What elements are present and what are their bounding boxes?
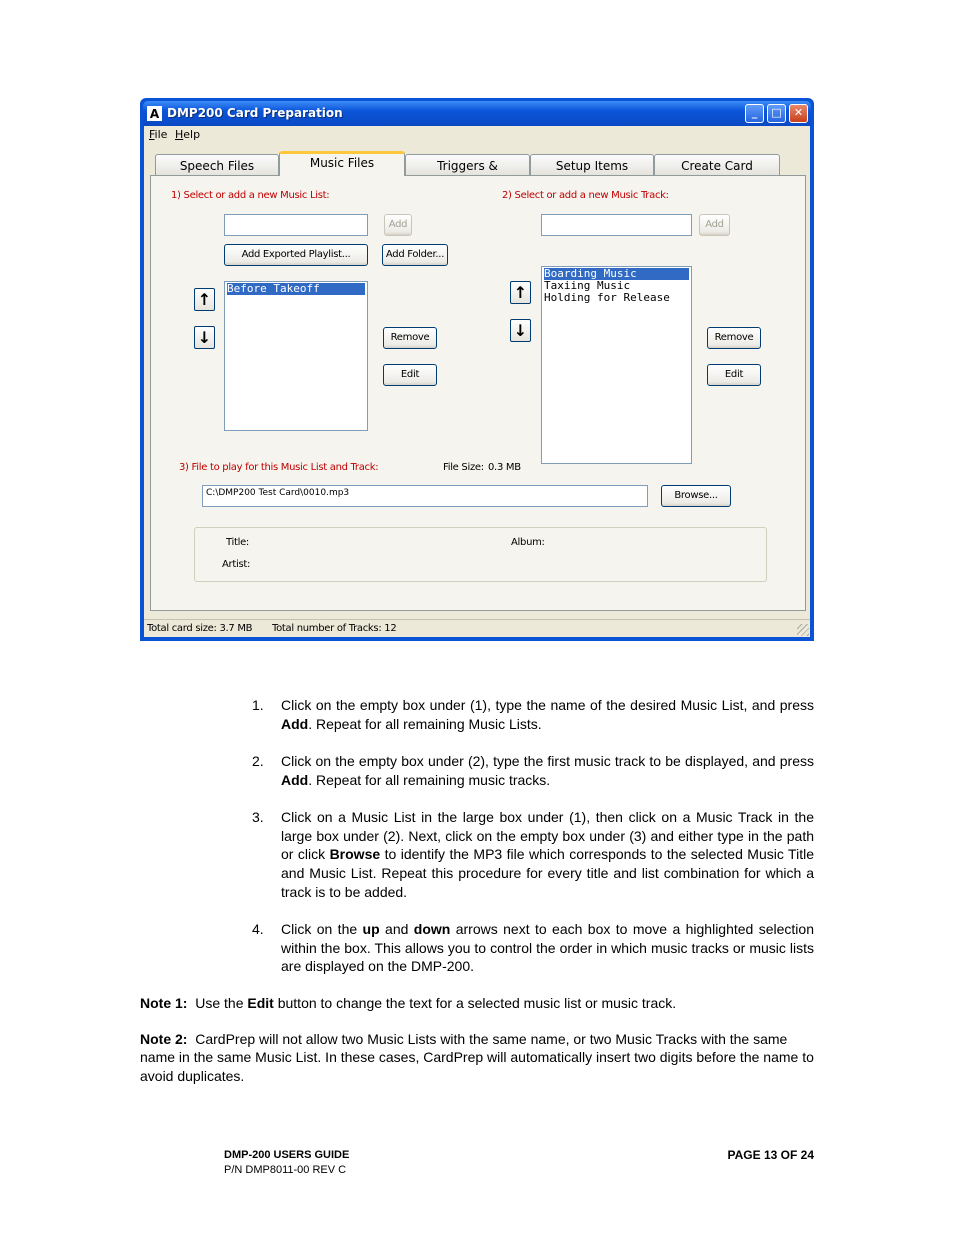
music-list-remove-button[interactable]: Remove bbox=[383, 327, 437, 349]
app-window bbox=[140, 98, 814, 641]
list-item[interactable]: Holding for Release bbox=[544, 291, 670, 304]
list-item[interactable]: Taxiing Music bbox=[544, 279, 631, 292]
tag-info-group bbox=[194, 527, 767, 582]
minimize-button[interactable]: _ bbox=[745, 104, 764, 123]
bold-run: down bbox=[413, 921, 451, 937]
menu-help[interactable] bbox=[175, 128, 200, 141]
music-track-down-button[interactable] bbox=[510, 319, 531, 342]
music-list-listbox[interactable] bbox=[224, 281, 368, 431]
bold-run: Edit bbox=[247, 995, 274, 1011]
text-run: . Repeat for all remaining music tracks. bbox=[308, 771, 551, 788]
music-track-edit-button[interactable]: Edit bbox=[707, 364, 761, 386]
resize-grip-icon[interactable] bbox=[797, 624, 809, 636]
music-track-add-button[interactable]: Add bbox=[699, 214, 730, 236]
note-1 bbox=[140, 994, 814, 1012]
menu-file[interactable] bbox=[149, 128, 167, 141]
window-client bbox=[144, 126, 810, 637]
tab-speech-files[interactable]: Speech Files bbox=[155, 154, 279, 175]
arrow-up-icon: ↑ bbox=[197, 290, 212, 309]
file-size-value: 0.3 MB bbox=[488, 462, 521, 473]
music-list-label: 1) Select or add a new Music List: bbox=[171, 190, 330, 201]
step-text bbox=[281, 920, 814, 976]
music-list-add-button[interactable]: Add bbox=[384, 214, 412, 236]
window-title: DMP200 Card Preparation bbox=[167, 106, 343, 120]
status-bar bbox=[144, 619, 810, 637]
text-run: . Repeat for all remaining Music Lists. bbox=[308, 715, 542, 732]
music-track-label: 2) Select or add a new Music Track: bbox=[502, 190, 669, 201]
arrow-down-icon: ↓ bbox=[513, 321, 528, 340]
note-2 bbox=[140, 1030, 814, 1085]
list-item[interactable]: Boarding Music bbox=[544, 268, 689, 280]
music-list-edit-button[interactable]: Edit bbox=[383, 364, 437, 386]
tab-setup-items[interactable]: Setup Items bbox=[530, 154, 654, 175]
text-run: Use the bbox=[195, 995, 248, 1011]
bold-run: Add bbox=[281, 771, 309, 788]
tab-triggers-attributes[interactable]: Triggers & bbox=[405, 154, 530, 175]
instruction-step-1 bbox=[252, 696, 814, 734]
add-folder-button[interactable]: Add Folder... bbox=[382, 244, 448, 266]
tab-music-files[interactable]: Music Files bbox=[279, 151, 405, 176]
bold-run: Add bbox=[281, 715, 309, 732]
bold-run: Browse bbox=[329, 846, 381, 863]
album-field-label: Album: bbox=[511, 537, 545, 548]
menu-bar bbox=[144, 126, 810, 144]
step-number: 4. bbox=[252, 921, 264, 937]
text-run: button to change the text for a selected music list or music track. bbox=[273, 995, 677, 1011]
footer-part-number: P/N DMP8011-00 REV C bbox=[224, 1164, 347, 1176]
text-run: to identify the MP3 file which corresponds to the selected Music Title and Music List. Repeat this procedure for every title and list combination for which a track is to be added. bbox=[281, 846, 814, 900]
tab-create-card[interactable]: Create Card bbox=[654, 154, 780, 175]
status-track-count: Total number of Tracks: 12 bbox=[272, 623, 397, 634]
note-label: Note 2: bbox=[140, 1031, 188, 1047]
step-text bbox=[281, 808, 814, 902]
step-text bbox=[281, 696, 814, 733]
step-number: 1. bbox=[252, 697, 264, 713]
text-run: Click on the empty box under (1), type the name of the desired Music List, and press bbox=[281, 697, 814, 713]
file-path-input[interactable]: C:\DMP200 Test Card\0010.mp3 bbox=[202, 485, 648, 507]
step-number: 3. bbox=[252, 809, 264, 825]
music-track-up-button[interactable] bbox=[510, 281, 531, 304]
menu-file-label: ile bbox=[154, 128, 168, 141]
menu-help-label: elp bbox=[183, 128, 201, 141]
text-run: Click on the bbox=[281, 921, 363, 937]
menu-help-mnemonic: H bbox=[175, 128, 184, 141]
text-run: Click on a Music List in the large box under (1), then click on a Music Track in the large box under (2). Next, click on the empty box under (3) and either type in the path or click bbox=[281, 809, 814, 863]
maximize-button[interactable]: □ bbox=[767, 104, 786, 123]
footer-page-number: PAGE 13 OF 24 bbox=[727, 1148, 814, 1162]
app-logo-icon: A bbox=[147, 106, 162, 121]
step-number: 2. bbox=[252, 753, 264, 769]
instruction-step-3 bbox=[252, 808, 814, 903]
music-list-input[interactable] bbox=[224, 214, 368, 236]
instruction-step-2 bbox=[252, 752, 814, 790]
instruction-step-4 bbox=[252, 920, 814, 977]
file-size-label: File Size: bbox=[443, 462, 484, 473]
title-bar[interactable] bbox=[143, 101, 811, 126]
status-card-size: Total card size: 3.7 MB bbox=[147, 623, 253, 634]
note-label: Note 1: bbox=[140, 995, 188, 1011]
file-label: 3) File to play for this Music List and Track: bbox=[179, 462, 379, 473]
text-run: and bbox=[379, 921, 414, 937]
browse-button[interactable]: Browse... bbox=[661, 485, 731, 507]
music-list-up-button[interactable] bbox=[194, 288, 215, 311]
footer-guide-title: DMP-200 USERS GUIDE bbox=[224, 1149, 350, 1161]
close-button[interactable]: ✕ bbox=[789, 104, 808, 123]
arrow-up-icon: ↑ bbox=[513, 283, 528, 302]
music-track-listbox[interactable] bbox=[541, 266, 692, 464]
add-exported-playlist-button[interactable]: Add Exported Playlist... bbox=[224, 244, 368, 266]
music-list-down-button[interactable] bbox=[194, 326, 215, 349]
music-files-panel bbox=[150, 175, 806, 611]
text-run: Click on the empty box under (2), type the first music track to be displayed, and press bbox=[281, 753, 814, 769]
bold-run: up bbox=[362, 921, 380, 937]
text-run: CardPrep will not allow two Music Lists with the same name, or two Music Tracks with the same name in the same Music List. In these cases, CardPrep will automatically insert two digits before the name to avoid duplicates. bbox=[140, 1031, 814, 1084]
list-item[interactable]: Before Takeoff bbox=[227, 283, 365, 295]
step-text bbox=[281, 752, 814, 789]
artist-field-label: Artist: bbox=[222, 559, 251, 570]
menu-file-mnemonic: F bbox=[149, 128, 155, 141]
arrow-down-icon: ↓ bbox=[197, 328, 212, 347]
title-field-label: Title: bbox=[226, 537, 249, 548]
text-run: arrows next to each box to move a highlighted selection within the box. This allows you to control the order in which music tracks or music lists are displayed on the DMP-200. bbox=[281, 921, 814, 975]
music-track-remove-button[interactable]: Remove bbox=[707, 327, 761, 349]
music-track-input[interactable] bbox=[541, 214, 692, 236]
